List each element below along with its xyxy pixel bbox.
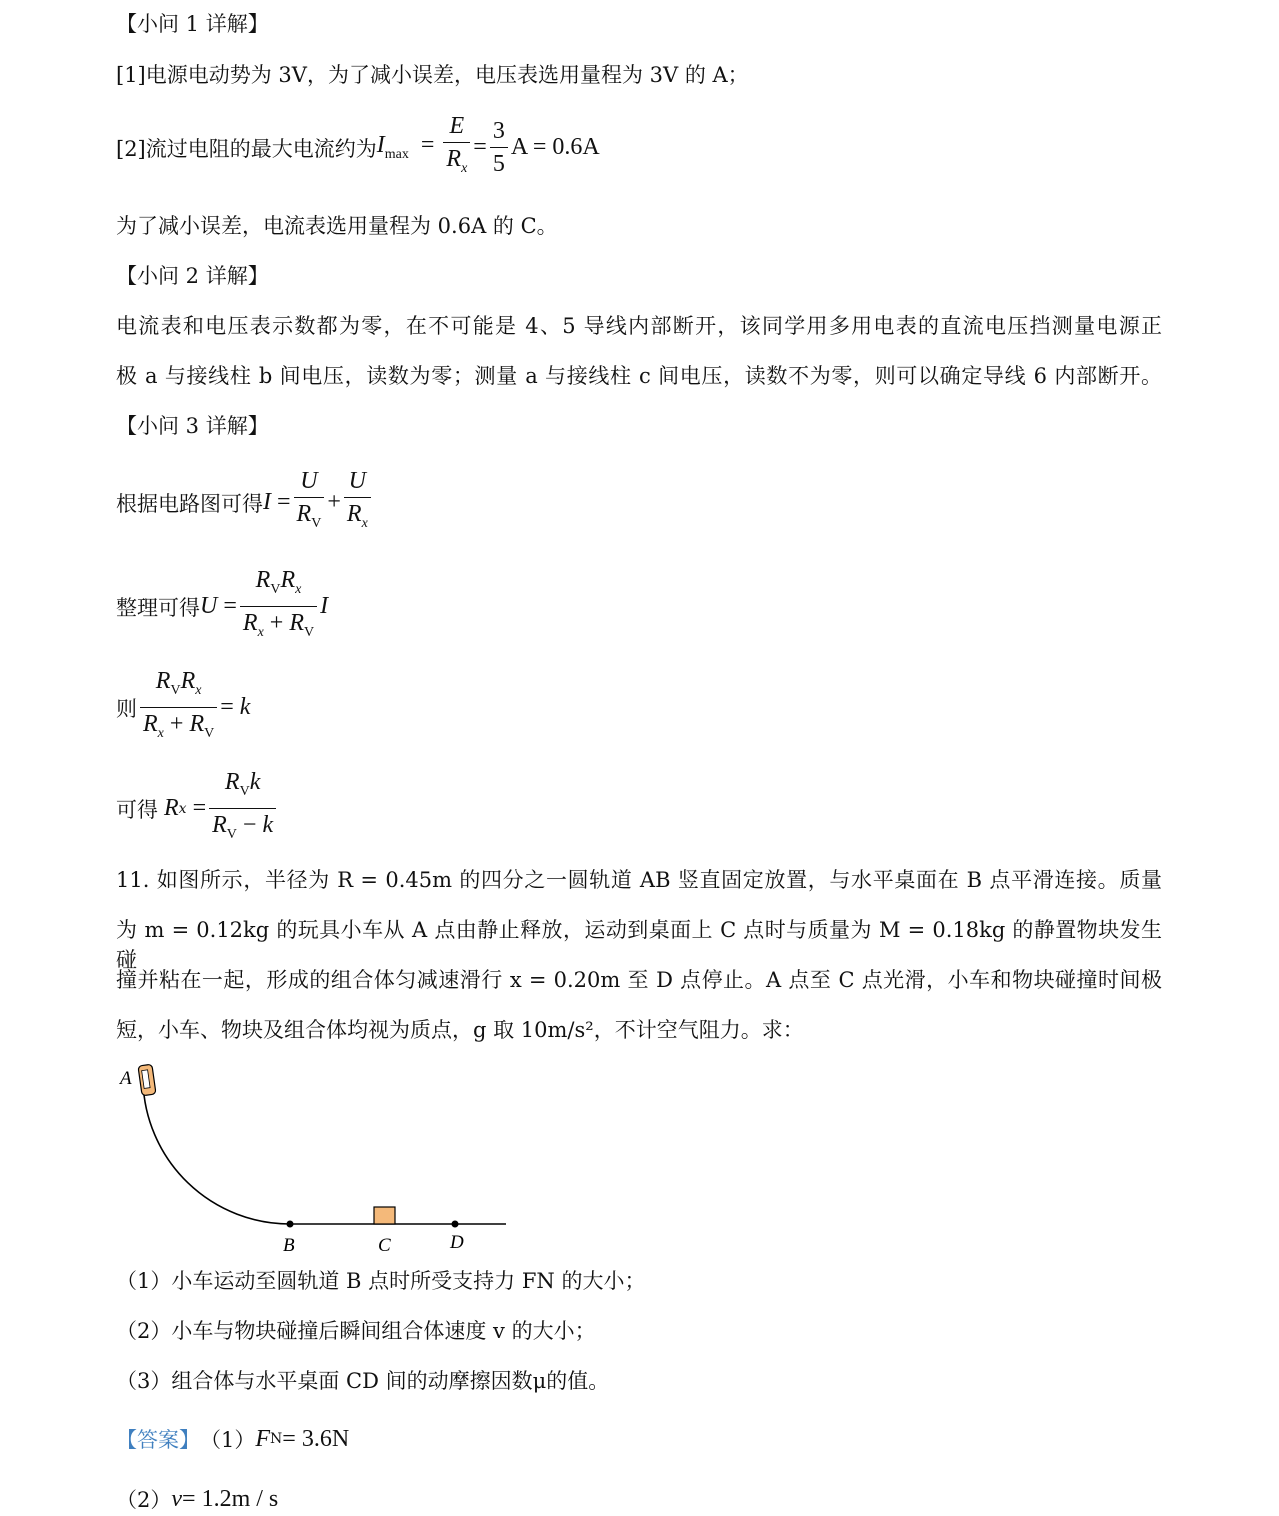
q1-line1: [1]电源电动势为 3V，为了减小误差，电压表选用量程为 3V 的 A； (116, 63, 749, 87)
label-a: A (120, 1068, 132, 1089)
q2-line2: 极 a 与接线柱 b 间电压，读数为零；测量 a 与接线柱 c 间电压，读数不为零，则可以确定导线 6 内部断开。 (116, 364, 1162, 388)
track-figure (110, 1058, 520, 1258)
heading-q2: 【小问 2 详解】 (116, 264, 269, 288)
problem11-line2: 为 m = 0.12kg 的玩具小车从 A 点由静止释放，运动到桌面上 C 点时与质量为 M = 0.18kg 的静置物块发生碰 (116, 918, 1162, 972)
point-b (287, 1221, 294, 1228)
q3-equation-2: 整理可得 U = $\frac{R_VR_x}{R_x + R_V}$ I (116, 566, 328, 647)
problem11-line3: 撞并粘在一起，形成的组合体匀减速滑行 x = 0.20m 至 D 点停止。A 点至 C 点光滑，小车和物块碰撞时间极 (116, 968, 1162, 992)
label-c: C (378, 1235, 391, 1256)
heading-q1: 【小问 1 详解】 (116, 12, 269, 36)
q1-equation: [2]流过电阻的最大电流约为 $I_{max}$ = $\frac{E}{R_x}$ = $\frac{3}{5}$ A = 0.6A (116, 112, 600, 183)
fraction-e-over-rx: $\frac{E}{R_x}$ (443, 112, 470, 183)
q2-line1: 电流表和电压表示数都为零，在不可能是 4、5 导线内部断开，该同学用多用电表的直流电压挡测量电源正 (116, 314, 1162, 338)
q3-equation-1: 根据电路图可得 I = $\frac{U}{R_V}$ + $\frac{U}{R_x}$ (116, 467, 374, 538)
heading-q3: 【小问 3 详解】 (116, 414, 269, 438)
q1-line3: 为了减小误差，电流表选用量程为 0.6A 的 C。 (116, 214, 558, 238)
answer-2: （2） v = 1.2m / s (116, 1485, 279, 1512)
q3-equation-3: 则 $\frac{R_VR_x}{R_x + R_V}$ = k (116, 667, 250, 748)
q1-line2-prefix: [2]流过电阻的最大电流约为 (116, 136, 377, 161)
label-d: D (450, 1232, 464, 1253)
block (374, 1207, 395, 1224)
point-d (452, 1221, 459, 1228)
problem11-line1: 11. 如图所示，半径为 R = 0.45m 的四分之一圆轨道 AB 竖直固定放置，与水平桌面在 B 点平滑连接。质量 (116, 868, 1162, 892)
answer-tag: 【答案】 (116, 1428, 200, 1452)
problem11-line4: 短，小车、物块及组合体均视为质点，g 取 10m/s²，不计空气阻力。求： (116, 1018, 804, 1042)
quarter-circle-track (143, 1082, 290, 1224)
sub-question-2: （2）小车与物块碰撞后瞬间组合体速度 v 的大小； (116, 1319, 596, 1343)
sub-question-3: （3）组合体与水平桌面 CD 间的动摩擦因数μ的值。 (116, 1369, 610, 1393)
answer-1: 【答案】 （1） F N = 3.6N (116, 1425, 350, 1452)
fraction-3-over-5: $\frac{3}{5}$ (490, 117, 508, 178)
toy-car (138, 1064, 156, 1096)
label-b: B (283, 1235, 295, 1256)
q3-equation-4: 可得 R x = $\frac{R_Vk}{R_V - k}$ (116, 768, 279, 849)
sub-question-1: （1）小车运动至圆轨道 B 点时所受支持力 FN 的大小； (116, 1269, 646, 1293)
q1-result: A = 0.6A (510, 134, 600, 160)
